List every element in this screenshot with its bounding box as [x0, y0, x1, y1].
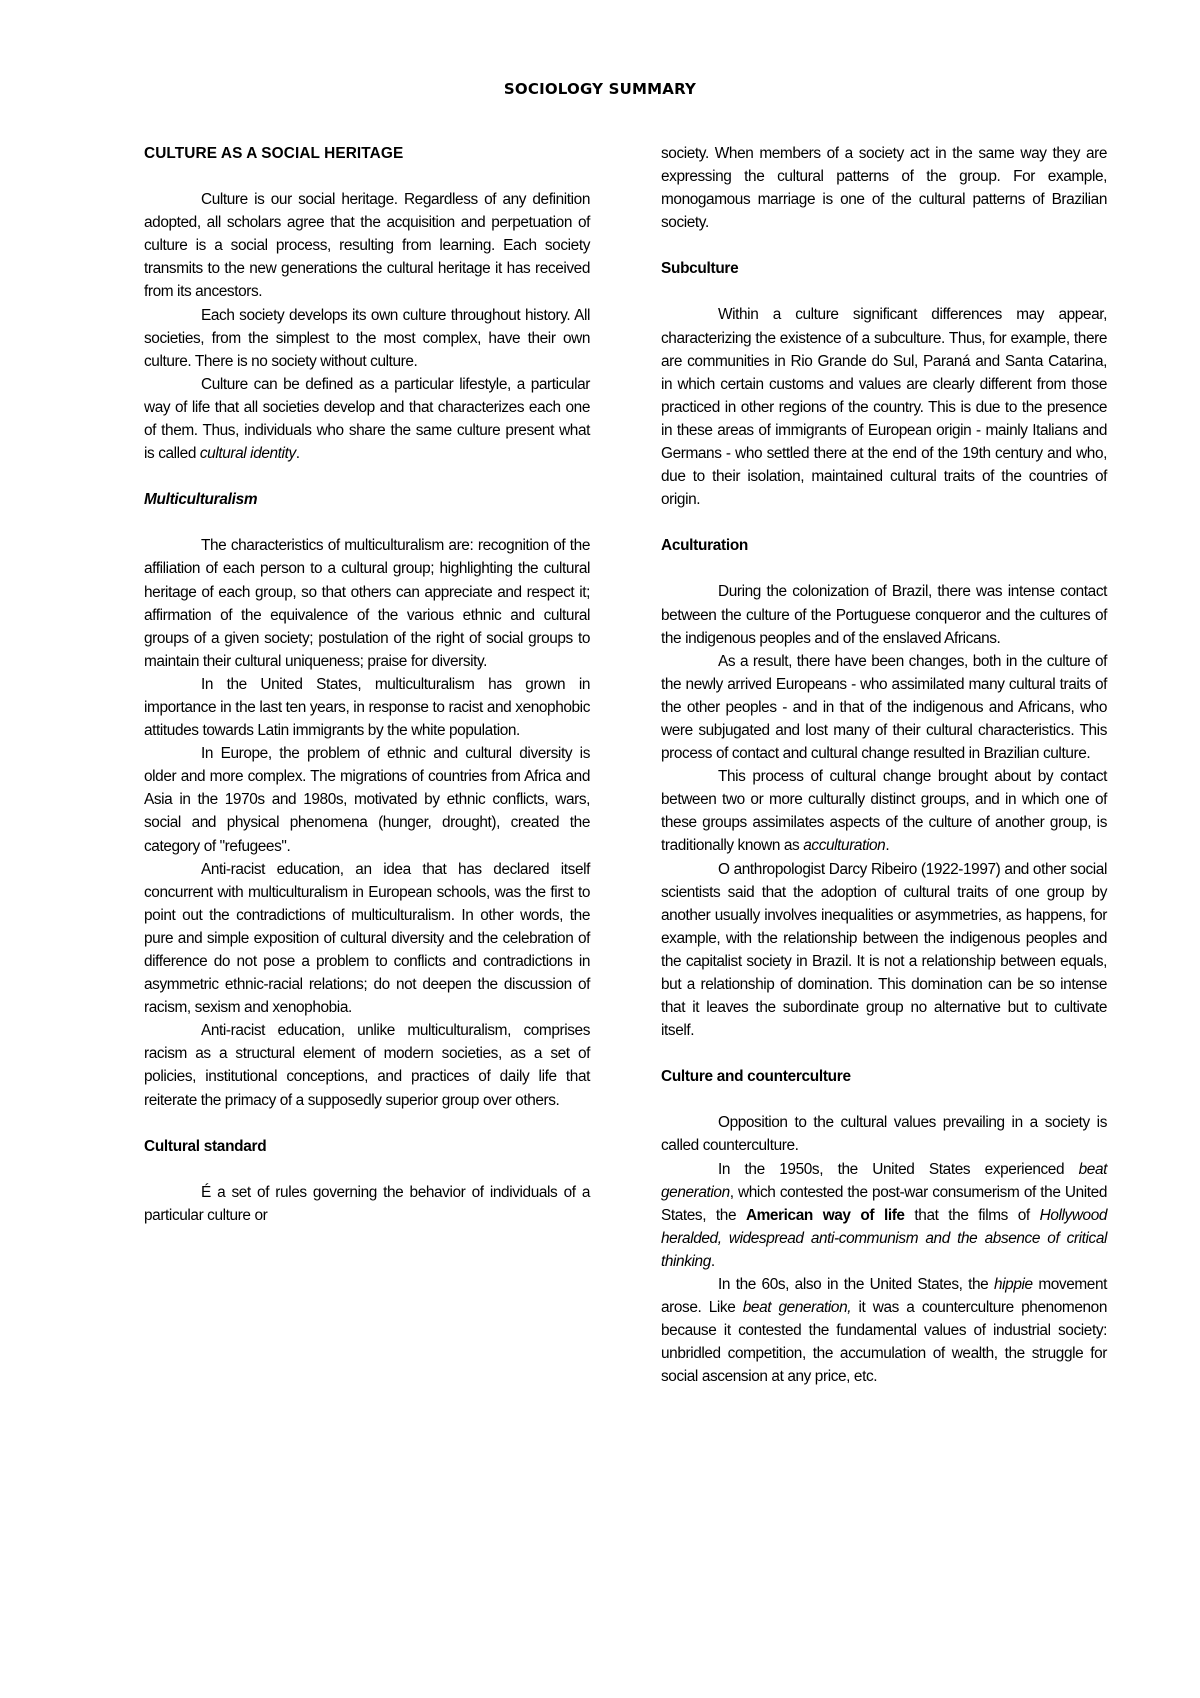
paragraph: Anti-racist education, unlike multiculturalism, comprises racism as a structural element of modern societies, as a set of policies, institutional conceptions, and practices of daily life that reiterate the primacy of a supposedly superior group over others.: [144, 1022, 590, 1109]
paragraph: Anti-racist education, an idea that has declared itself concurrent with multiculturalism in European schools, was the first to point out the contradictions of multiculturalism. In other words, the pure and simple exposition of cultural diversity and the celebration of difference do not pose a problem to conflicts and contradictions in asymmetric ethnic-racial relations; do not deepen the discussion of racism, sexism and xenophobia.: [144, 860, 590, 1017]
paragraph: É a set of rules governing the behavior of individuals of a particular culture or: [144, 1183, 590, 1224]
left-column: [144, 142, 590, 1227]
paragraph: As a result, there have been changes, both in the culture of the newly arrived Europeans - who assimilated many cultural traits of the other peoples - and in that of the indigenous and Africans, who were subjugated and lost many of their cultural characteristics. This process of contact and cultural change resulted in Brazilian culture.: [661, 652, 1107, 763]
section-heading-culture-heritage: CULTURE AS A SOCIAL HERITAGE: [144, 145, 404, 162]
section-heading-subculture: Subculture: [661, 260, 739, 278]
paragraph: In the 60s, also in the United States, the hippie movement arose. Like beat generation, it was a counterculture phenomenon because it contested the fundamental values of industrial society: unbridled competition, the accumulation of wealth, the struggle for social ascension at any price, etc.: [661, 1276, 1107, 1386]
section-heading-counterculture: Culture and counterculture: [661, 1068, 851, 1086]
paragraph: The characteristics of multiculturalism are: recognition of the affiliation of each person to a cultural group; highlighting the cultural heritage of each group, so that others can appreciate and respect it; affirmation of the equivalence of the various ethnic and cultural groups of a given society; postulation of the right of social groups to maintain their cultural uniqueness; praise for diversity.: [144, 537, 590, 670]
section-heading-cultural-standard: Cultural standard: [144, 1137, 267, 1155]
paragraph: During the colonization of Brazil, there was intense contact between the culture of the Portuguese conqueror and the cultures of the indigenous peoples and of the enslaved Africans.: [661, 583, 1107, 647]
page-title: SOCIOLOGY SUMMARY: [503, 80, 697, 98]
paragraph: Culture is our social heritage. Regardless of any definition adopted, all scholars agree that the acquisition and perpetuation of culture is a social process, resulting from learning. Each society transmits to the new generations the cultural heritage it has received from its ancestors.: [144, 191, 590, 301]
paragraph: society. When members of a society act in the same way they are expressing the cultural patterns of the group. For example, monogamous marriage is one of the cultural patterns of Brazilian society.: [661, 145, 1107, 232]
paragraph: Each society develops its own culture throughout history. All societies, from the simplest to the most complex, have their own culture. There is no society without culture.: [144, 306, 590, 370]
paragraph: Within a culture significant differences may appear, characterizing the existence of a subculture. Thus, for example, there are communities in Rio Grande do Sul, Paraná and Santa Catarina, in which certain customs and values are clearly different from those practiced in other regions of the country. This is due to the presence in these areas of immigrants of European origin - mainly Italians and Germans - who settled there at the end of the 19th century and who, due to their isolation, maintained cultural traits of the countries of origin.: [661, 306, 1107, 509]
paragraph: Culture can be defined as a particular lifestyle, a particular way of life that all societies develop and that characterizes each one of them. Thus, individuals who share the same culture present what is called cultural identity.: [144, 375, 590, 463]
paragraph: This process of cultural change brought about by contact between two or more culturally distinct groups, and in which one of these groups assimilates aspects of the culture of another group, is traditionally known as acculturation.: [661, 768, 1107, 855]
paragraph: In the 1950s, the United States experienced beat generation, which contested the post-war consumerism of the United States, the American way of life that the films of Hollywood heralded, widespread anti-communism and the absence of critical thinking.: [661, 1160, 1108, 1270]
right-column: [661, 142, 1107, 1389]
paragraph: O anthropologist Darcy Ribeiro (1922-1997) and other social scientists said that the adoption of cultural traits of one group by another usually involves inequalities or asymmetries, as happens, for example, with the relationship between the indigenous peoples and the capitalist society in Brazil. It is not a relationship between equals, but a relationship of domination. This domination can be so intense that it leaves the subordinate group no alternative but to cultivate itself.: [661, 860, 1107, 1040]
paragraph: In the United States, multiculturalism has grown in importance in the last ten years, in response to racist and xenophobic attitudes towards Latin immigrants by the white population.: [144, 675, 590, 740]
section-heading-multiculturalism: Multiculturalism: [144, 491, 258, 509]
paragraph: Opposition to the cultural values prevailing in a society is called counterculture.: [661, 1114, 1107, 1155]
section-heading-aculturation: Aculturation: [661, 537, 749, 555]
paragraph: In Europe, the problem of ethnic and cultural diversity is older and more complex. The migrations of countries from Africa and Asia in the 1970s and 1980s, motivated by ethnic conflicts, wars, social and physical phenomena (hunger, drought), created the category of "refugees".: [144, 745, 590, 855]
